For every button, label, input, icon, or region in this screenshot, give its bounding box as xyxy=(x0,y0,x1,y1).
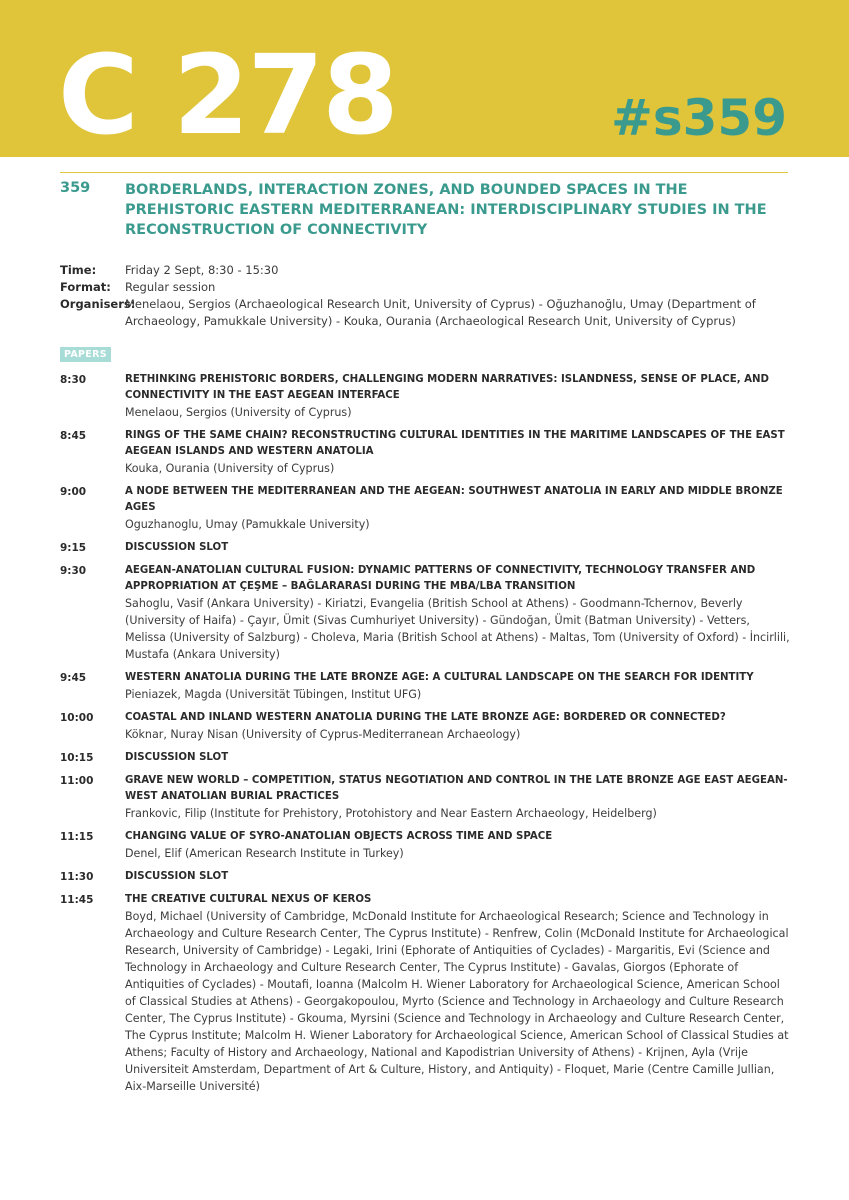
paper-authors: Menelaou, Sergios (University of Cyprus) xyxy=(125,406,352,419)
paper-item xyxy=(60,892,790,1095)
paper-time: 8:45 xyxy=(60,430,87,442)
paper-item xyxy=(60,710,790,743)
paper-time: 11:00 xyxy=(60,775,94,787)
paper-body xyxy=(125,670,790,703)
paper-item xyxy=(60,372,790,421)
divider xyxy=(60,172,788,173)
paper-title: AEGEAN-ANATOLIAN CULTURAL FUSION: DYNAMIC PATTERNS OF CONNECTIVITY, TECHNOLOGY TRANSFER AND APPROPRIATION AT ÇEŞME – BAĞLARARASI DURING THE MBA/LBA TRANSITION xyxy=(125,565,756,592)
paper-title: GRAVE NEW WORLD – COMPETITION, STATUS NEGOTIATION AND CONTROL IN THE LATE BRONZE AGE EAST AEGEAN-WEST ANATOLIAN BURIAL PRACTICES xyxy=(125,775,788,802)
paper-body xyxy=(125,829,790,862)
paper-time: 9:30 xyxy=(60,565,87,577)
paper-authors: Pieniazek, Magda (Universität Tübingen, Institut UFG) xyxy=(125,688,422,701)
papers-list xyxy=(60,372,790,1102)
paper-item xyxy=(60,829,790,862)
paper-time: 11:30 xyxy=(60,871,94,883)
paper-body xyxy=(125,710,790,743)
meta-organisers-label: Organisers: xyxy=(60,297,136,311)
paper-time: 11:15 xyxy=(60,831,94,843)
meta-organisers-row xyxy=(60,296,790,330)
paper-item xyxy=(60,540,790,556)
paper-authors: Oguzhanoglu, Umay (Pamukkale University) xyxy=(125,518,370,531)
paper-title: RETHINKING PREHISTORIC BORDERS, CHALLENGING MODERN NARRATIVES: ISLANDNESS, SENSE OF PLACE, AND CONNECTIVITY IN THE EAST AEGEAN INTERFACE xyxy=(125,374,769,401)
paper-item xyxy=(60,484,790,533)
session-number: 359 xyxy=(60,180,91,196)
paper-authors: Kouka, Ourania (University of Cyprus) xyxy=(125,462,335,475)
page-code: C 278 xyxy=(58,31,397,159)
paper-authors: Boyd, Michael (University of Cambridge, McDonald Institute for Archaeological Research; Science and Technology in Archaeology and Culture Research Center, The Cyprus Institute) - Renfrew, Colin (McDonald Institute for Archaeological Research, University of Cambridge) - Legaki, Irini (Ephorate of Antiquities of Cyclades) - Margaritis, Evi (Science and Technology in Archaeology and Culture Research Center, The Cyprus Institute) - Gavalas, Giorgos (Ephorate of Antiquities of Cyclades) - Moutafi, Ioanna (Malcolm H. Wiener Laboratory for Archaeological Science, American School of Classical Studies at Athens) - Georgakopoulou, Myrto (Science and Technology in Archaeology and Culture Research Center, The Cyprus Institute) - Gkouma, Myrsini (Science and Technology in Archaeology and Culture Research Center, The Cyprus Institute; Malcolm H. Wiener Laboratory for Archaeological Science, American School of Classical Studies at Athens; Faculty of History and Archaeology, National and Kapodistrian University of Athens) - Krijnen, Ayla (Vrije Universiteit Amsterdam, Department of Art & Culture, History, and Antiquity) - Floquet, Marie (Centre Camille Jullian, Aix-Marseille Université) xyxy=(125,910,789,1093)
paper-item xyxy=(60,428,790,477)
paper-time: 10:00 xyxy=(60,712,94,724)
session-title: BORDERLANDS, INTERACTION ZONES, AND BOUNDED SPACES IN THE PREHISTORIC EASTERN MEDITERRANEAN: INTERDISCIPLINARY STUDIES IN THE RECONSTRUCTION OF CONNECTIVITY xyxy=(125,182,767,238)
meta-time-value: Friday 2 Sept, 8:30 - 15:30 xyxy=(125,263,279,277)
papers-badge: PAPERS xyxy=(60,347,111,362)
paper-item xyxy=(60,670,790,703)
paper-authors: Köknar, Nuray Nisan (University of Cyprus-Mediterranean Archaeology) xyxy=(125,728,521,741)
meta-format-label: Format: xyxy=(60,280,111,294)
paper-title: DISCUSSION SLOT xyxy=(125,752,229,763)
paper-body xyxy=(125,540,790,556)
paper-time: 9:00 xyxy=(60,486,87,498)
paper-body xyxy=(125,563,790,663)
paper-item xyxy=(60,773,790,822)
paper-time: 9:15 xyxy=(60,542,87,554)
meta-time-row xyxy=(60,262,790,279)
paper-title: RINGS OF THE SAME CHAIN? RECONSTRUCTING CULTURAL IDENTITIES IN THE MARITIME LANDSCAPES OF THE EAST AEGEAN ISLANDS AND WESTERN ANATOLIA xyxy=(125,430,785,457)
session-hashtag: #s359 xyxy=(610,89,787,147)
meta-format-value: Regular session xyxy=(125,280,216,294)
paper-body xyxy=(125,372,790,421)
paper-body xyxy=(125,773,790,822)
paper-title: WESTERN ANATOLIA DURING THE LATE BRONZE AGE: A CULTURAL LANDSCAPE ON THE SEARCH FOR IDENTITY xyxy=(125,672,754,683)
paper-title: CHANGING VALUE OF SYRO-ANATOLIAN OBJECTS ACROSS TIME AND SPACE xyxy=(125,831,553,842)
paper-time: 9:45 xyxy=(60,672,87,684)
meta-organisers-value: Menelaou, Sergios (Archaeological Research Unit, University of Cyprus) - Oğuzhanoğlu, Umay (Department of Archaeology, Pamukkale University) - Kouka, Ourania (Archaeological Research Unit, University of Cyprus) xyxy=(125,297,756,328)
paper-body xyxy=(125,892,790,1095)
paper-authors: Denel, Elif (American Research Institute in Turkey) xyxy=(125,847,404,860)
paper-item xyxy=(60,563,790,663)
paper-item xyxy=(60,869,790,885)
paper-body xyxy=(125,484,790,533)
paper-title: A NODE BETWEEN THE MEDITERRANEAN AND THE AEGEAN: SOUTHWEST ANATOLIA IN EARLY AND MIDDLE BRONZE AGES xyxy=(125,486,783,513)
meta-format-row xyxy=(60,279,790,296)
meta-time-label: Time: xyxy=(60,263,97,277)
paper-time: 10:15 xyxy=(60,752,94,764)
paper-time: 11:45 xyxy=(60,894,94,906)
paper-item xyxy=(60,750,790,766)
paper-title: COASTAL AND INLAND WESTERN ANATOLIA DURING THE LATE BRONZE AGE: BORDERED OR CONNECTED? xyxy=(125,712,726,723)
paper-title: DISCUSSION SLOT xyxy=(125,542,229,553)
paper-body xyxy=(125,869,790,885)
paper-title: DISCUSSION SLOT xyxy=(125,871,229,882)
paper-body xyxy=(125,428,790,477)
header-banner xyxy=(0,0,849,157)
paper-authors: Sahoglu, Vasif (Ankara University) - Kiriatzi, Evangelia (British School at Athens) - Goodmann-Tchernov, Beverly (University of Haifa) - Çayır, Ümit (Sivas Cumhuriyet University) - Gündoğan, Ümit (Batman University) - Vetters, Melissa (University of Salzburg) - Choleva, Maria (British School at Athens) - Maltas, Tom (University of Oxford) - İncirlili, Mustafa (Ankara University) xyxy=(125,597,790,661)
paper-time: 8:30 xyxy=(60,374,87,386)
session-meta xyxy=(60,262,790,330)
paper-title: THE CREATIVE CULTURAL NEXUS OF KEROS xyxy=(125,894,372,905)
paper-authors: Frankovic, Filip (Institute for Prehistory, Protohistory and Near Eastern Archaeology, Heidelberg) xyxy=(125,807,657,820)
paper-body xyxy=(125,750,790,766)
